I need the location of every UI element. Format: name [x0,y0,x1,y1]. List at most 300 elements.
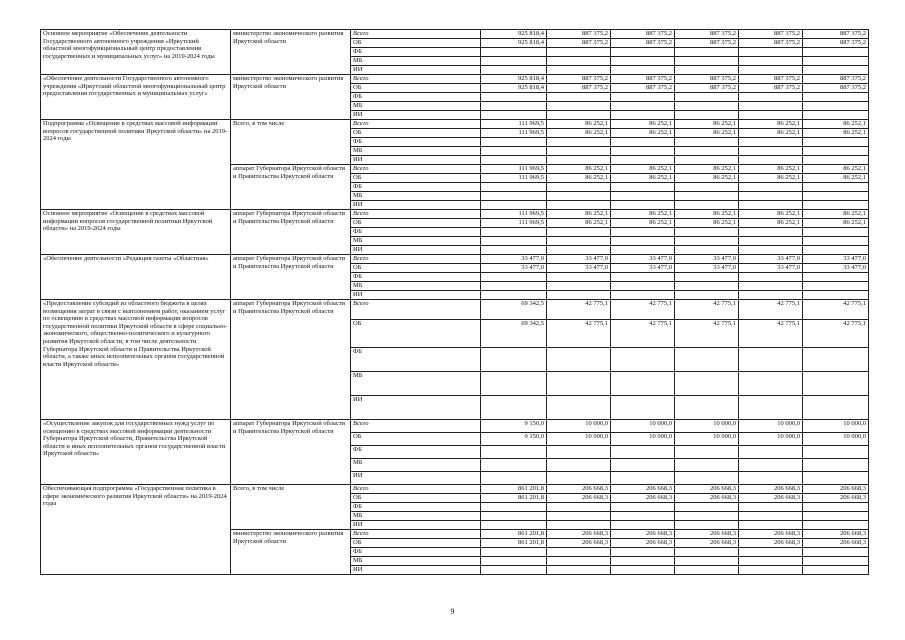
amount-cell: 10 000,0 [547,420,611,433]
amount-cell [611,147,675,156]
amount-cell: 887 375,2 [675,30,739,39]
amount-cell: 42 775,1 [803,300,869,320]
amount-cell [803,512,869,521]
amount-cell [611,459,675,472]
amount-cell: 887 375,2 [547,30,611,39]
amount-cell: 10 000,0 [739,433,803,446]
amount-cell: 33 477,0 [803,255,869,264]
funding-source: ОБ [351,433,481,446]
amount-cell: 86 252,1 [547,219,611,228]
amount-cell [481,192,547,201]
amount-cell [547,291,611,300]
amount-cell [547,446,611,459]
table-row [41,75,869,84]
amount-cell [547,111,611,120]
amount-cell: 86 252,1 [739,210,803,219]
amount-cell: 33 477,0 [611,264,675,273]
amount-cell [481,512,547,521]
amount-cell [675,273,739,282]
funding-source: ОБ [351,320,481,348]
amount-cell [547,183,611,192]
amount-cell: 86 252,1 [611,219,675,228]
amount-cell: 206 668,3 [739,494,803,503]
funding-source: Всего [351,300,481,320]
amount-cell [675,93,739,102]
amount-cell [611,201,675,210]
amount-cell [675,396,739,420]
amount-cell [547,512,611,521]
funding-source: ОБ [351,494,481,503]
amount-cell [481,521,547,530]
amount-cell [739,147,803,156]
amount-cell [547,201,611,210]
amount-cell [481,228,547,237]
amount-cell [803,459,869,472]
amount-cell [611,66,675,75]
amount-cell [611,521,675,530]
amount-cell [675,291,739,300]
amount-cell [611,503,675,512]
amount-cell: 10 000,0 [739,420,803,433]
amount-cell: 86 252,1 [803,129,869,138]
funding-source: Всего [351,120,481,129]
table-row [41,420,869,433]
amount-cell [803,156,869,165]
funding-source: ИИ [351,396,481,420]
funding-source: МБ [351,459,481,472]
amount-cell [547,372,611,396]
amount-cell [803,138,869,147]
amount-cell [675,246,739,255]
table-row [41,210,869,219]
amount-cell [803,566,869,575]
amount-cell: 206 668,3 [803,530,869,539]
amount-cell: 86 252,1 [675,174,739,183]
amount-cell [675,459,739,472]
amount-cell [481,273,547,282]
amount-cell [739,192,803,201]
amount-cell [547,472,611,485]
funding-source: МБ [351,192,481,201]
amount-cell [739,156,803,165]
funding-source: МБ [351,57,481,66]
amount-cell [611,246,675,255]
amount-cell [803,557,869,566]
funding-source: МБ [351,372,481,396]
amount-cell: 33 477,0 [547,264,611,273]
amount-cell: 111 969,5 [481,120,547,129]
amount-cell [547,57,611,66]
amount-cell [675,348,739,372]
amount-cell [481,472,547,485]
amount-cell: 887 375,2 [739,75,803,84]
amount-cell [481,246,547,255]
funding-source: ИИ [351,66,481,75]
amount-cell [675,228,739,237]
amount-cell [481,156,547,165]
amount-cell: 86 252,1 [739,219,803,228]
amount-cell [481,557,547,566]
amount-cell [547,557,611,566]
amount-cell [481,183,547,192]
amount-cell: 887 375,2 [547,84,611,93]
amount-cell [739,93,803,102]
funding-source: ФБ [351,446,481,459]
amount-cell [481,201,547,210]
amount-cell [739,566,803,575]
amount-cell [739,512,803,521]
funding-source: ФБ [351,548,481,557]
responsible-executor: аппарат Губернатора Иркутской области и Правительства Иркутской области [231,420,351,485]
amount-cell [803,472,869,485]
amount-cell: 887 375,2 [803,30,869,39]
amount-cell [803,102,869,111]
amount-cell [547,348,611,372]
amount-cell [611,192,675,201]
amount-cell: 33 477,0 [481,255,547,264]
amount-cell: 42 775,1 [611,320,675,348]
amount-cell [739,459,803,472]
amount-cell: 86 252,1 [611,210,675,219]
amount-cell [803,147,869,156]
responsible-executor: Всего, в том числе [231,485,351,530]
funding-source: Всего [351,210,481,219]
amount-cell [739,548,803,557]
funding-source: ОБ [351,129,481,138]
amount-cell: 42 775,1 [547,320,611,348]
amount-cell [547,521,611,530]
funding-source: ФБ [351,138,481,147]
amount-cell [481,102,547,111]
amount-cell [611,291,675,300]
amount-cell: 206 668,3 [803,539,869,548]
amount-cell: 33 477,0 [675,264,739,273]
amount-cell: 86 252,1 [675,219,739,228]
amount-cell [803,503,869,512]
amount-cell: 86 252,1 [547,120,611,129]
amount-cell [675,138,739,147]
funding-source: ИИ [351,111,481,120]
responsible-executor: аппарат Губернатора Иркутской области и Правительства Иркутской области [231,165,351,210]
amount-cell [547,156,611,165]
amount-cell [803,396,869,420]
amount-cell [547,93,611,102]
amount-cell [803,446,869,459]
amount-cell [803,291,869,300]
amount-cell [675,48,739,57]
page-number: 9 [450,607,455,616]
amount-cell [739,201,803,210]
amount-cell [611,138,675,147]
amount-cell: 86 252,1 [611,165,675,174]
amount-cell [675,192,739,201]
table-row [41,120,869,129]
amount-cell [611,348,675,372]
amount-cell: 69 342,5 [481,320,547,348]
amount-cell: 86 252,1 [675,129,739,138]
amount-cell [481,237,547,246]
funding-source: ИИ [351,472,481,485]
amount-cell [739,228,803,237]
measure-name: «Предоставление субсидий из областного бюджета в целях возмещения затрат в связи с выполнением работ, оказанием услуг по освещению в средствах массовой информации вопросов государственной политики Иркутской области в сфере социально-экономического, общественно-политического и культурного развития Иркутской области, в том числе деятельности Губернатора Иркутской области и Правительства Иркутской области, а также иных исполнительных органов государственной власти Иркутской области» [41,300,231,420]
amount-cell [675,566,739,575]
amount-cell: 42 775,1 [611,300,675,320]
amount-cell: 86 252,1 [611,174,675,183]
amount-cell [481,372,547,396]
amount-cell [547,192,611,201]
amount-cell: 86 252,1 [803,210,869,219]
amount-cell: 925 818,4 [481,30,547,39]
amount-cell [739,446,803,459]
amount-cell: 42 775,1 [547,300,611,320]
amount-cell: 111 969,5 [481,165,547,174]
amount-cell: 111 969,5 [481,210,547,219]
amount-cell [481,57,547,66]
amount-cell: 10 000,0 [675,420,739,433]
amount-cell [803,93,869,102]
responsible-executor: министерство экономического развития Иркутской области [231,30,351,75]
amount-cell [547,273,611,282]
funding-source: МБ [351,557,481,566]
amount-cell [803,273,869,282]
amount-cell: 887 375,2 [675,84,739,93]
amount-cell: 887 375,2 [547,75,611,84]
amount-cell: 111 969,5 [481,219,547,228]
responsible-executor: Всего, в том числе [231,120,351,165]
amount-cell: 206 668,3 [611,539,675,548]
amount-cell: 86 252,1 [547,165,611,174]
amount-cell: 206 668,3 [675,485,739,494]
amount-cell [739,183,803,192]
funding-source: МБ [351,512,481,521]
amount-cell: 887 375,2 [611,39,675,48]
amount-cell: 206 668,3 [675,539,739,548]
amount-cell: 206 668,3 [611,494,675,503]
amount-cell [675,183,739,192]
amount-cell [803,201,869,210]
amount-cell [739,66,803,75]
amount-cell [739,348,803,372]
amount-cell [803,521,869,530]
amount-cell: 206 668,3 [739,530,803,539]
amount-cell [739,521,803,530]
amount-cell [803,66,869,75]
amount-cell [739,396,803,420]
amount-cell: 86 252,1 [675,165,739,174]
amount-cell [675,521,739,530]
funding-source: Всего [351,30,481,39]
funding-source: ИИ [351,291,481,300]
funding-source: ФБ [351,503,481,512]
amount-cell [547,48,611,57]
amount-cell [675,156,739,165]
amount-cell: 887 375,2 [611,30,675,39]
amount-cell [481,48,547,57]
amount-cell: 86 252,1 [675,210,739,219]
amount-cell: 42 775,1 [675,300,739,320]
responsible-executor: министерство экономического развития Иркутской области [231,75,351,120]
amount-cell: 206 668,3 [547,494,611,503]
amount-cell [675,147,739,156]
amount-cell [739,282,803,291]
amount-cell [675,503,739,512]
amount-cell [547,459,611,472]
amount-cell: 206 668,3 [547,530,611,539]
amount-cell: 33 477,0 [739,255,803,264]
amount-cell [611,48,675,57]
funding-source: ФБ [351,273,481,282]
amount-cell: 206 668,3 [611,530,675,539]
amount-cell [481,503,547,512]
amount-cell: 10 000,0 [611,433,675,446]
amount-cell: 86 252,1 [803,120,869,129]
table-row [41,30,869,39]
amount-cell [611,111,675,120]
amount-cell [803,548,869,557]
amount-cell [611,446,675,459]
amount-cell: 42 775,1 [803,320,869,348]
amount-cell [547,237,611,246]
amount-cell: 206 668,3 [803,494,869,503]
funding-source: Всего [351,530,481,539]
amount-cell [803,372,869,396]
amount-cell: 86 252,1 [803,219,869,228]
amount-cell [675,472,739,485]
funding-source: ФБ [351,183,481,192]
amount-cell [547,566,611,575]
amount-cell [611,228,675,237]
amount-cell: 206 668,3 [803,485,869,494]
funding-source: МБ [351,282,481,291]
amount-cell [611,566,675,575]
funding-source: ИИ [351,521,481,530]
amount-cell [481,566,547,575]
amount-cell [547,147,611,156]
amount-cell [611,372,675,396]
amount-cell [739,472,803,485]
amount-cell [675,201,739,210]
amount-cell: 10 000,0 [803,420,869,433]
amount-cell: 925 818,4 [481,39,547,48]
amount-cell [675,57,739,66]
amount-cell: 86 252,1 [547,129,611,138]
amount-cell [481,348,547,372]
amount-cell [611,237,675,246]
amount-cell: 925 818,4 [481,84,547,93]
amount-cell [611,512,675,521]
amount-cell: 925 818,4 [481,75,547,84]
amount-cell: 86 252,1 [739,165,803,174]
amount-cell [739,57,803,66]
amount-cell [675,102,739,111]
amount-cell [803,192,869,201]
amount-cell [803,48,869,57]
amount-cell [547,228,611,237]
table-row [41,255,869,264]
funding-source: ФБ [351,348,481,372]
amount-cell: 9 150,0 [481,420,547,433]
measure-name: Основное мероприятие «Освещение в средствах массовой информации вопросов государственной политики Иркутской области» на 2019-2024 годы [41,210,231,255]
amount-cell: 887 375,2 [611,75,675,84]
funding-source: ФБ [351,228,481,237]
amount-cell [611,156,675,165]
funding-source: ФБ [351,93,481,102]
amount-cell: 887 375,2 [739,84,803,93]
amount-cell: 42 775,1 [675,320,739,348]
funding-source: ОБ [351,174,481,183]
amount-cell [739,237,803,246]
amount-cell: 111 969,5 [481,129,547,138]
amount-cell: 206 668,3 [547,539,611,548]
amount-cell: 887 375,2 [739,39,803,48]
amount-cell: 206 668,3 [675,494,739,503]
amount-cell [547,66,611,75]
amount-cell: 206 668,3 [675,530,739,539]
amount-cell: 861 201,8 [481,494,547,503]
amount-cell: 111 969,5 [481,174,547,183]
funding-source: ОБ [351,219,481,228]
amount-cell: 861 201,8 [481,539,547,548]
amount-cell [803,246,869,255]
responsible-executor: аппарат Губернатора Иркутской области и Правительства Иркутской области [231,255,351,300]
amount-cell [803,183,869,192]
funding-source: ОБ [351,264,481,273]
amount-cell [547,396,611,420]
amount-cell: 33 477,0 [611,255,675,264]
amount-cell: 33 477,0 [547,255,611,264]
amount-cell: 861 201,8 [481,530,547,539]
amount-cell: 86 252,1 [611,120,675,129]
amount-cell [547,246,611,255]
amount-cell: 887 375,2 [739,30,803,39]
amount-cell: 86 252,1 [739,174,803,183]
amount-cell: 33 477,0 [803,264,869,273]
responsible-executor: министерство экономического развития Иркутской области [231,530,351,575]
amount-cell [611,183,675,192]
amount-cell [803,348,869,372]
amount-cell: 33 477,0 [481,264,547,273]
table-row [41,485,869,494]
amount-cell [481,111,547,120]
amount-cell: 887 375,2 [675,75,739,84]
amount-cell: 887 375,2 [675,39,739,48]
amount-cell [481,66,547,75]
amount-cell: 86 252,1 [739,129,803,138]
funding-source: ОБ [351,84,481,93]
amount-cell: 86 252,1 [611,129,675,138]
funding-source: ИИ [351,246,481,255]
amount-cell: 86 252,1 [675,120,739,129]
amount-cell: 86 252,1 [803,165,869,174]
amount-cell: 10 000,0 [547,433,611,446]
responsible-executor: аппарат Губернатора Иркутской области и Правительства Иркутской области [231,210,351,255]
amount-cell [547,102,611,111]
amount-cell: 42 775,1 [739,320,803,348]
amount-cell: 86 252,1 [547,210,611,219]
amount-cell [481,548,547,557]
amount-cell: 86 252,1 [739,120,803,129]
funding-source: Всего [351,255,481,264]
funding-source: МБ [351,147,481,156]
amount-cell [739,557,803,566]
funding-source: Всего [351,420,481,433]
amount-cell [675,282,739,291]
amount-cell [481,446,547,459]
measure-name: «Осуществление закупок для государственных нужд услуг по освещению в средствах массовой информации деятельности Губернатора Иркутской области, Правительства Иркутской области и иных исполнительных органов государственной власти Иркутской области» [41,420,231,485]
amount-cell [803,57,869,66]
funding-source: ОБ [351,39,481,48]
measure-name: «Обеспечение деятельности «Редакция газеты «Областная» [41,255,231,300]
